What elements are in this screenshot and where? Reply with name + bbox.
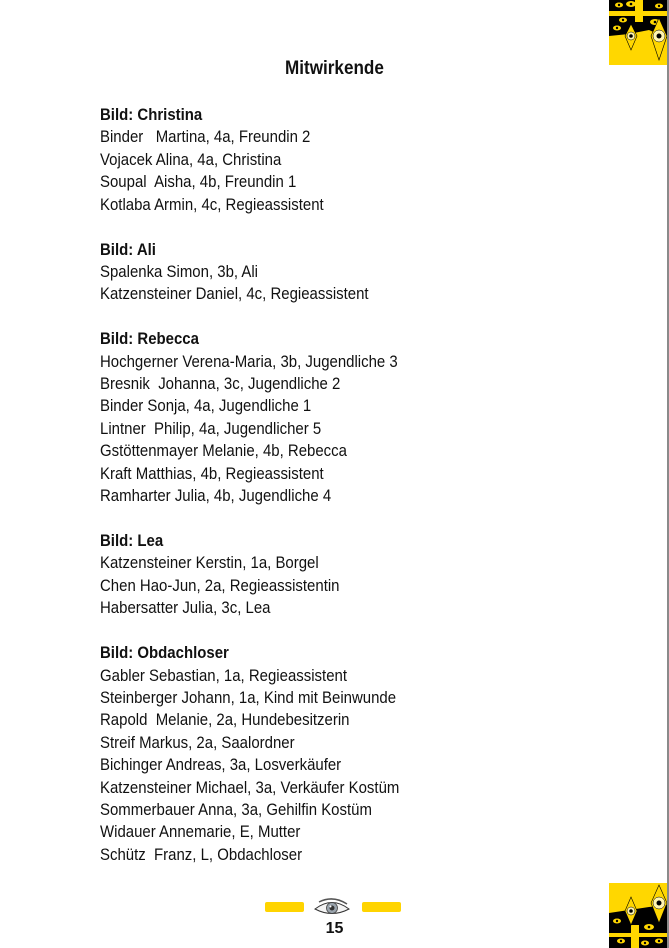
page-title: Mitwirkende	[285, 58, 384, 79]
section-heading: Bild: Lea	[100, 531, 164, 550]
cast-member-entry: Widauer Annemarie, E, Mutter	[100, 822, 301, 842]
corner-artwork-top	[609, 0, 667, 65]
cast-member-entry: Gstöttenmayer Melanie, 4b, Rebecca	[100, 441, 347, 461]
cast-member-entry: Streif Markus, 2a, Saalordner	[100, 732, 295, 752]
cast-member-entry: Binder Sonja, 4a, Jugendliche 1	[100, 396, 312, 416]
cast-member-entry: Habersatter Julia, 3c, Lea	[100, 598, 271, 618]
page-number: 15	[325, 920, 344, 937]
footer-bar-right	[362, 902, 401, 912]
eye-icon	[313, 898, 351, 918]
cast-member-entry: Ramharter Julia, 4b, Jugendliche 4	[100, 486, 332, 506]
cast-member-entry: Katzensteiner Daniel, 4c, Regieassistent	[100, 284, 369, 304]
cast-member-entry: Sommerbauer Anna, 3a, Gehilfin Kostüm	[100, 799, 372, 819]
cast-member-entry: Vojacek Alina, 4a, Christina	[100, 149, 282, 169]
cast-list	[100, 104, 600, 889]
cast-member-entry: Hochgerner Verena-Maria, 3b, Jugendliche 3	[100, 351, 398, 371]
cast-section	[100, 239, 600, 306]
cast-section	[100, 328, 600, 507]
eyes-artwork-icon	[609, 0, 667, 65]
cast-member-entry: Bresnik Johanna, 3c, Jugendliche 2	[100, 374, 341, 394]
section-heading: Bild: Ali	[100, 239, 156, 259]
cast-member-entry: Steinberger Johann, 1a, Kind mit Beinwunde	[100, 687, 397, 707]
section-heading: Bild: Rebecca	[100, 329, 199, 349]
section-heading: Bild: Christina	[100, 105, 203, 124]
cast-member-entry: Rapold Melanie, 2a, Hundebesitzerin	[100, 710, 350, 730]
cast-section	[100, 530, 600, 620]
cast-member-entry: Gabler Sebastian, 1a, Regieassistent	[100, 665, 347, 685]
cast-member-entry: Soupal Aisha, 4b, Freundin 1	[100, 172, 297, 192]
cast-member-entry: Katzensteiner Kerstin, 1a, Borgel	[100, 553, 319, 573]
cast-member-entry: Lintner Philip, 4a, Jugendlicher 5	[100, 418, 322, 438]
cast-member-entry: Kraft Matthias, 4b, Regieassistent	[100, 463, 324, 483]
cast-member-entry: Bichinger Andreas, 3a, Losverkäufer	[100, 755, 342, 775]
cast-member-entry: Spalenka Simon, 3b, Ali	[100, 261, 259, 281]
cast-section	[100, 104, 600, 216]
cast-member-entry: Schütz Franz, L, Obdachloser	[100, 844, 303, 864]
page-footer	[0, 898, 669, 948]
cast-member-entry: Chen Hao-Jun, 2a, Regieassistentin	[100, 575, 340, 595]
footer-bar-left	[265, 902, 304, 912]
cast-section	[100, 642, 600, 866]
section-heading: Bild: Obdachloser	[100, 643, 229, 663]
cast-member-entry: Kotlaba Armin, 4c, Regieassistent	[100, 194, 324, 214]
cast-member-entry: Binder Martina, 4a, Freundin 2	[100, 127, 311, 147]
cast-member-entry: Katzensteiner Michael, 3a, Verkäufer Kostüm	[100, 777, 400, 797]
